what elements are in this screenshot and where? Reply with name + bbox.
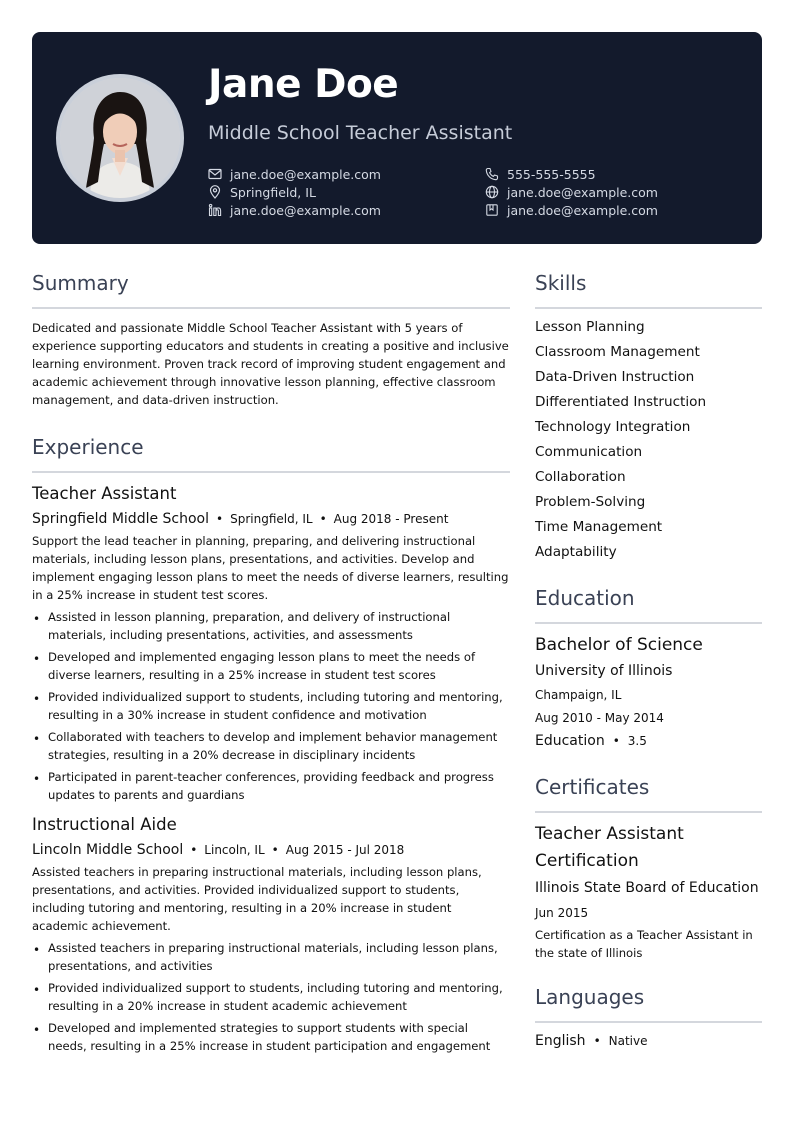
job-description: Assisted teachers in preparing instructional materials, including lesson plans, presentations, and activities. Provided individualized support to students, including tutoring and mentoring, resulting in a 20% increase in student academic achievement.	[32, 865, 482, 933]
header-banner	[32, 32, 762, 244]
separator-dot: •	[612, 734, 620, 748]
summary-text: Dedicated and passionate Middle School Teacher Assistant with 5 years of experience supporting educators and students in creating a positive and inclusive learning environment. Proven track record of improving student engagement and academic achievement through innovative lesson planning, effective classroom management, and data-driven instruction.	[32, 321, 509, 407]
separator-dot: •	[271, 843, 279, 857]
education-heading: Education	[535, 586, 635, 610]
list-item: • Collaborated with teachers to develop and implement behavior management strategies, resulting in a 20% decrease in disciplinary incidents	[32, 728, 510, 764]
profile-photo	[56, 74, 184, 202]
location-pin-icon	[208, 185, 222, 199]
contact-portfolio[interactable]	[485, 201, 658, 219]
skill-item: Lesson Planning	[535, 319, 645, 335]
education-gpa: 3.5	[627, 734, 647, 748]
list-item: • Assisted in lesson planning, preparation, and delivery of instructional materials, including presentations, activities, and assessments	[32, 608, 510, 644]
bookmark-icon	[485, 203, 499, 217]
experience-heading: Experience	[32, 435, 144, 459]
section-divider	[535, 811, 762, 813]
skill-item: Adaptability	[535, 544, 617, 560]
skill-item: Technology Integration	[535, 419, 691, 435]
skill-item: Data-Driven Instruction	[535, 369, 695, 385]
separator-dot: •	[190, 843, 198, 857]
certificate-date: Jun 2015	[535, 906, 589, 920]
section-divider	[535, 622, 762, 624]
contact-phone-text: 555-555-5555	[507, 166, 596, 182]
languages-section	[535, 982, 762, 1051]
list-item: • Assisted teachers in preparing instructional materials, including lesson plans, presentations, and activities	[32, 939, 510, 975]
job-org: Springfield Middle School	[32, 511, 210, 527]
job-description: Support the lead teacher in planning, preparing, and delivering instructional materials, including lesson plans, presentations, and activities. Develop and implement engaging lesson plans to meet the needs of diverse learners, resulting in a 25% increase in student test scores.	[32, 534, 509, 602]
certificate-name: Teacher Assistant Certification	[535, 824, 684, 871]
job-dates: Aug 2018 - Present	[333, 512, 449, 526]
list-item: • Provided individualized support to students, including tutoring and mentoring, resulting in a 20% increase in student academic achievement	[32, 979, 510, 1015]
contact-website-text: jane.doe@example.com	[507, 184, 658, 200]
language-name: English	[535, 1033, 586, 1049]
contact-linkedin[interactable]	[208, 201, 381, 219]
candidate-name: Jane Doe	[208, 62, 399, 107]
contact-location-text: Springfield, IL	[230, 184, 316, 200]
sidebar-column	[535, 268, 762, 1051]
skill-item: Time Management	[535, 519, 663, 535]
section-divider	[32, 471, 510, 473]
phone-icon	[485, 167, 499, 181]
linkedin-icon	[208, 203, 222, 217]
contact-website[interactable]	[485, 183, 658, 201]
section-divider	[535, 1021, 762, 1023]
summary-section	[32, 268, 510, 409]
separator-dot: •	[216, 512, 224, 526]
contact-portfolio-text: jane.doe@example.com	[507, 202, 658, 218]
experience-section	[32, 432, 510, 1055]
mail-icon	[208, 167, 222, 181]
job-bullets	[32, 608, 510, 804]
job-bullets	[32, 939, 510, 1055]
language-level: Native	[608, 1034, 648, 1048]
certificate-issuer: Illinois State Board of Education	[535, 880, 759, 896]
language-item	[535, 1031, 762, 1051]
skills-section	[535, 268, 762, 565]
job-entry	[32, 483, 510, 804]
education-field: Education	[535, 733, 605, 749]
skill-item: Problem-Solving	[535, 494, 646, 510]
job-meta	[32, 510, 510, 528]
list-item: • Provided individualized support to students, including tutoring and mentoring, resulting in a 30% increase in student confidence and motivation	[32, 688, 510, 724]
education-school: University of Illinois	[535, 663, 673, 679]
job-title: Instructional Aide	[32, 815, 177, 834]
skill-item: Communication	[535, 444, 643, 460]
globe-icon	[485, 185, 499, 199]
certificate-description: Certification as a Teacher Assistant in the state of Illinois	[535, 928, 753, 960]
education-location: Champaign, IL	[535, 688, 622, 702]
skill-item: Differentiated Instruction	[535, 394, 707, 410]
skill-item: Collaboration	[535, 469, 626, 485]
job-org: Lincoln Middle School	[32, 842, 184, 858]
list-item: • Developed and implemented strategies to support students with special needs, resulting in a 25% increase in student participation and engagement	[32, 1019, 510, 1055]
separator-dot: •	[593, 1034, 601, 1048]
summary-heading: Summary	[32, 271, 129, 295]
job-location: Springfield, IL	[230, 512, 313, 526]
contact-email-text: jane.doe@example.com	[230, 166, 381, 182]
education-degree: Bachelor of Science	[535, 635, 703, 655]
contact-location	[208, 183, 316, 201]
skills-heading: Skills	[535, 271, 587, 295]
candidate-role: Middle School Teacher Assistant	[208, 122, 513, 144]
list-item: • Developed and implemented engaging lesson plans to meet the needs of diverse learners, resulting in a 25% increase in student test scores	[32, 648, 510, 684]
list-item: • Participated in parent-teacher conferences, providing feedback and progress updates to parents and guardians	[32, 768, 510, 804]
job-entry	[32, 814, 510, 1055]
section-divider	[535, 307, 762, 309]
education-section	[535, 583, 762, 751]
languages-heading: Languages	[535, 985, 645, 1009]
main-column	[32, 268, 510, 1059]
separator-dot: •	[319, 512, 327, 526]
job-location: Lincoln, IL	[204, 843, 265, 857]
section-divider	[32, 307, 510, 309]
contact-linkedin-text: jane.doe@example.com	[230, 202, 381, 218]
contact-email[interactable]	[208, 165, 381, 183]
job-dates: Aug 2015 - Jul 2018	[285, 843, 405, 857]
skill-item: Classroom Management	[535, 344, 700, 360]
education-field-gpa	[535, 731, 762, 751]
certificates-section	[535, 772, 762, 962]
education-dates: Aug 2010 - May 2014	[535, 711, 664, 725]
job-meta	[32, 841, 510, 859]
certificates-heading: Certificates	[535, 775, 650, 799]
contact-phone[interactable]	[485, 165, 596, 183]
job-title: Teacher Assistant	[32, 484, 177, 503]
